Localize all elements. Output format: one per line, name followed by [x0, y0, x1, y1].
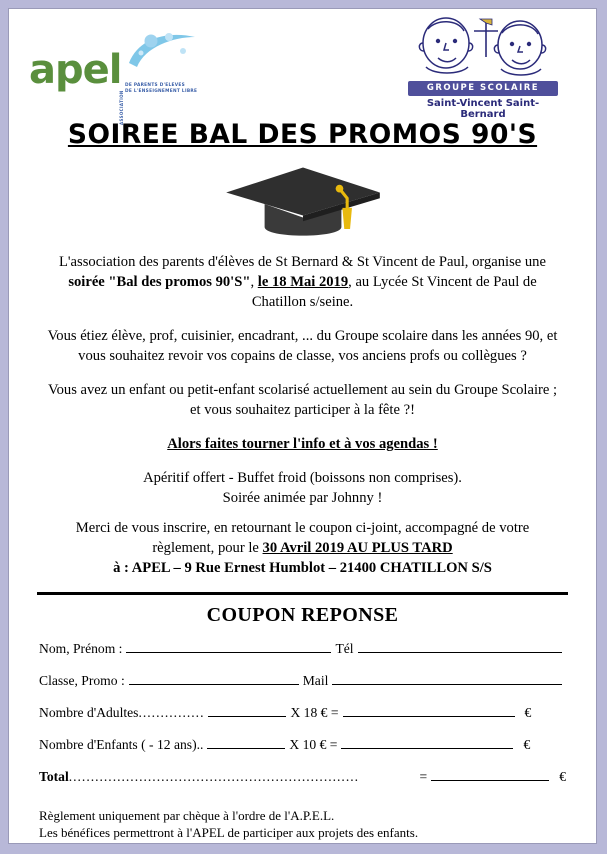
- footer-line-2: Les bénéfices permettront à l'APEL de participer aux projets des enfants.: [39, 825, 419, 840]
- label-prix-adultes: X 18 € =: [290, 705, 339, 720]
- footer-line-1: Règlement uniquement par chèque à l'ordre de l'A.P.E.L.: [39, 808, 335, 823]
- registration-block: [43, 518, 562, 578]
- groupe-scolaire-names: Saint-Vincent Saint-Bernard: [426, 98, 540, 120]
- intro-bold-event: soirée "Bal des promos 90'S": [68, 274, 251, 290]
- intro-paragraph: [43, 252, 562, 312]
- input-nombre-adultes[interactable]: [208, 703, 286, 717]
- paragraph-parents: Vous avez un enfant ou petit-enfant scolarisé actuellement au sein du Groupe Scolaire ; et vous souhaitez participer à la fête ?!: [47, 382, 558, 418]
- input-nombre-enfants[interactable]: [207, 735, 285, 749]
- offer-block: [43, 468, 562, 508]
- document-footer: [9, 807, 596, 841]
- dots-total: ..................................................................: [68, 769, 360, 784]
- offer-line-2: Soirée animée par Johnny !: [222, 490, 383, 506]
- call-to-action-text: Alors faites tourner l'info et à vos agendas !: [167, 436, 438, 452]
- intro-part-3: , au Lycée St Vincent de Paul de Chatillon s/seine.: [251, 274, 537, 310]
- equals-total: =: [419, 769, 428, 784]
- label-nombre-enfants: Nombre d'Enfants ( - 12 ans)..: [39, 737, 204, 752]
- input-tel[interactable]: [358, 639, 562, 653]
- document-page: [8, 8, 597, 844]
- two-faces-cross-icon: [402, 17, 570, 83]
- row-classe-mail: [39, 671, 566, 689]
- apel-swoosh-icon: [125, 31, 203, 71]
- document-header: [9, 9, 596, 125]
- row-nom-tel: [39, 639, 566, 657]
- intro-part-2: ,: [250, 274, 258, 290]
- label-classe-promo: Classe, Promo :: [39, 673, 125, 688]
- input-total-adultes[interactable]: [343, 703, 515, 717]
- label-nom-prenom: Nom, Prénom :: [39, 641, 123, 656]
- document-body: [9, 252, 596, 578]
- graduation-cap-illustration: [9, 156, 596, 252]
- label-total: Total: [39, 769, 69, 784]
- intro-date: le 18 Mai 2019: [257, 274, 349, 290]
- registration-address: à : APEL – 9 Rue Ernest Humblot – 21400 CHATILLON S/S: [113, 560, 492, 576]
- registration-deadline: 30 Avril 2019 AU PLUS TARD: [262, 540, 453, 556]
- apel-logo: [27, 27, 217, 125]
- euro-total: €: [559, 769, 566, 784]
- section-divider: [37, 592, 568, 595]
- euro-enfants: €: [523, 737, 531, 752]
- input-classe-promo[interactable]: [129, 671, 299, 685]
- label-nombre-adultes: Nombre d'Adultes: [39, 705, 139, 720]
- euro-adultes: €: [524, 705, 532, 720]
- registration-text: Merci de vous inscrire, en retournant le coupon ci-joint, accompagné de votre règlement, pour le: [75, 520, 530, 556]
- input-total-enfants[interactable]: [341, 735, 513, 749]
- call-to-action: [43, 434, 562, 454]
- label-tel: Tél: [335, 641, 354, 656]
- label-mail: Mail: [302, 673, 329, 688]
- paragraph-alumni: Vous étiez élève, prof, cuisinier, encadrant, ... du Groupe scolaire dans les années 90, et vous souhaitez revoir vos copains de classe, vos anciens profs ou collègues ?: [47, 328, 558, 364]
- row-enfants: [39, 735, 566, 753]
- offer-line-1: Apéritif offert - Buffet froid (boissons non comprises).: [143, 470, 462, 486]
- coupon-title: COUPON REPONSE: [206, 604, 399, 626]
- intro-part-1: L'association des parents d'élèves de St Bernard & St Vincent de Paul, organise une: [59, 254, 546, 270]
- groupe-scolaire-band-label: GROUPE SCOLAIRE: [426, 83, 540, 93]
- apel-subtitle-line-1: DE PARENTS D'ELEVES: [125, 83, 185, 88]
- dots-adultes: ...............: [138, 705, 205, 720]
- apel-wordmark: apel: [29, 47, 122, 93]
- graduation-cap-icon: [203, 156, 403, 252]
- coupon-form: [9, 639, 596, 785]
- apel-subtitle: [125, 83, 217, 95]
- input-total[interactable]: [431, 767, 549, 781]
- apel-vertical-text: ASSOCIATION: [119, 90, 124, 125]
- label-prix-enfants: X 10 € =: [289, 737, 338, 752]
- groupe-scolaire-logo: [402, 17, 570, 120]
- groupe-scolaire-band: [408, 81, 558, 96]
- row-total: [39, 767, 566, 785]
- input-mail[interactable]: [332, 671, 562, 685]
- page-title: SOIREE BAL DES PROMOS 90'S: [67, 119, 538, 150]
- apel-subtitle-line-2: DE L'ENSEIGNEMENT LIBRE: [125, 89, 198, 94]
- input-nom-prenom[interactable]: [126, 639, 331, 653]
- row-adultes: [39, 703, 566, 721]
